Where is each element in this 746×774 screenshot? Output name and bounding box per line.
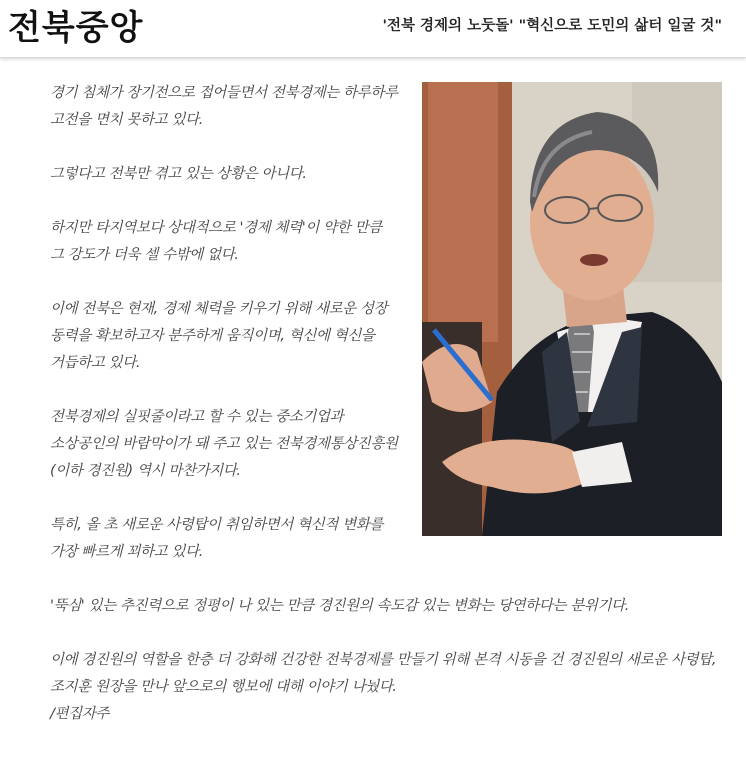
paragraph-5: 전북경제의 실핏줄이라고 할 수 있는 중소기업과 소상공인의 바람막이가 돼 주고 있는 전북경제통상진흥원(이하 경진원) 역시 마찬가지다. xyxy=(50,409,398,479)
paragraph-1: 경기 침체가 장기전으로 접어들면서 전북경제는 하루하루 고전을 면치 못하고 있다. xyxy=(50,85,398,128)
interview-photo xyxy=(422,82,722,536)
paragraph-8: 이에 경진원의 역할을 한층 더 강화해 건강한 전북경제를 만들기 위해 본격 시동을 건 경진원의 새로운 사령탑, 조지훈 원장을 만나 앞으로의 행보에 대해 이야기 나눴다. xyxy=(50,652,717,695)
paragraph-4: 이에 전북은 현재, 경제 체력을 키우기 위해 새로운 성장 동력을 확보하고자 분주하게 움직이며, 혁신에 혁신을 거듭하고 있다. xyxy=(50,301,388,371)
article-body xyxy=(50,80,722,728)
paragraph-3: 하지만 타지역보다 상대적으로 '경제 체력'이 약한 만큼 그 강도가 더욱 셀 수밖에 없다. xyxy=(50,220,382,263)
paragraph-7: '뚝심' 있는 추진력으로 정평이 나 있는 만큼 경진원의 속도감 있는 변화는 당연하다는 분위기다. xyxy=(50,598,629,614)
site-logo[interactable]: 전북중앙 xyxy=(8,8,144,48)
site-header xyxy=(0,0,746,58)
editor-note: /편집자주 xyxy=(50,706,109,722)
paragraph-2: 그렇다고 전북만 겪고 있는 상황은 아니다. xyxy=(50,166,307,182)
article-headline: '전북 경제의 노둣돌' "혁신으로 도민의 삶터 일굴 것" xyxy=(382,18,722,34)
paragraph-6: 특히, 올 초 새로운 사령탑이 취임하면서 혁신적 변화를 가장 빠르게 꾀하고 있다. xyxy=(50,517,384,560)
